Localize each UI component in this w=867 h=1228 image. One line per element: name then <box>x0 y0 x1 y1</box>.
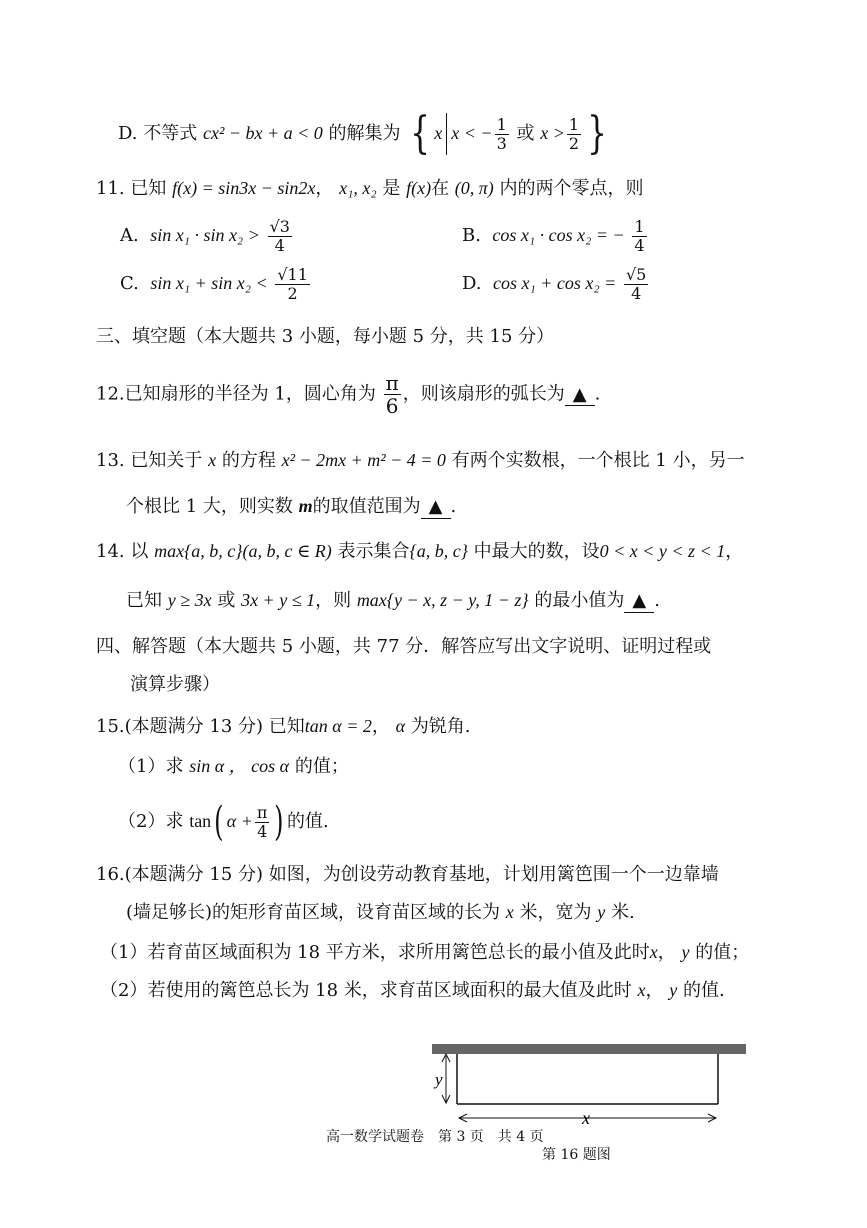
numerator: 1 <box>568 114 580 134</box>
text: 的值. <box>683 980 725 1001</box>
text: 已知 <box>126 590 162 611</box>
section-3-title: 三、填空题（本大题共 3 小题，每小题 5 分，共 15 分） <box>96 326 555 347</box>
numerator: √11 <box>277 265 308 284</box>
q15-part2 <box>118 799 329 845</box>
variable: m <box>298 496 313 516</box>
x-label: x <box>582 1108 590 1128</box>
text: 已知 <box>268 716 305 737</box>
text: ， <box>725 541 744 562</box>
text: 的值； <box>695 942 750 963</box>
set: {a, b, c} <box>409 541 468 561</box>
right-paren-icon: ) <box>274 799 284 845</box>
text: ，则该扇形的弧长为 <box>402 383 565 405</box>
y-label: y <box>435 1070 443 1089</box>
figure-caption: 第 16 题图 <box>542 1147 611 1163</box>
range: 0 < x < y < z < 1 <box>599 541 726 561</box>
question-number: 12. <box>96 383 125 405</box>
interval: (0, π) <box>454 178 494 198</box>
text: 或 <box>217 590 236 611</box>
fraction <box>275 266 310 302</box>
q16-line1 <box>96 864 719 886</box>
fraction <box>255 804 270 840</box>
denominator: 4 <box>634 235 645 255</box>
text: ， <box>657 942 676 963</box>
fraction <box>632 218 646 254</box>
blank-marker: ▲ <box>572 383 587 405</box>
text: . <box>594 383 601 405</box>
function: f(x) = sin3x − sin2x <box>172 178 316 198</box>
denominator: 3 <box>496 133 507 153</box>
q11-stem <box>96 178 644 200</box>
expression: α + <box>226 811 253 831</box>
inequality: cx² − bx + a < 0 <box>202 123 323 143</box>
option-expr: cos x₁ + cos x₂ = <box>492 273 617 294</box>
set-var: x <box>434 123 443 143</box>
q11-option-b <box>462 218 649 254</box>
option-label: D. <box>118 123 138 144</box>
question-number: 14. <box>96 541 125 562</box>
page-footer: 高一数学试题卷 第 3 页 共 4 页 <box>326 1129 544 1145</box>
inequality: 3x + y ≤ 1 <box>241 590 316 610</box>
q15-stem <box>96 716 471 738</box>
q11-option-d <box>462 266 650 302</box>
q11-option-c <box>120 266 312 302</box>
text: 已知关于 <box>130 450 203 471</box>
blank-marker: ▲ <box>428 496 443 517</box>
text: （2）若使用的篱笆总长为 18 米，求育苗区域面积的最大值及此时 <box>100 980 632 1001</box>
denominator: 6 <box>384 394 401 417</box>
variable: y <box>681 942 690 962</box>
left-brace-icon: { <box>410 108 431 159</box>
text: 为锐角. <box>410 716 471 737</box>
score: (本题满分 15 分) <box>124 864 264 885</box>
text: ， <box>645 980 664 1001</box>
denominator: 2 <box>287 283 298 303</box>
text: 不等式 <box>143 123 198 144</box>
condition: tan α = 2 <box>304 716 372 736</box>
q13-line2 <box>126 496 456 519</box>
denominator: 4 <box>257 821 268 841</box>
function: tan <box>189 811 212 831</box>
question-number: 15. <box>96 716 125 737</box>
fraction <box>268 218 292 254</box>
numerator: √5 <box>625 265 647 284</box>
question-number: 13. <box>96 450 125 471</box>
denominator: 4 <box>274 235 285 255</box>
text: 或 <box>516 123 535 144</box>
denominator: 2 <box>568 133 580 153</box>
text: 的最小值为 <box>534 590 625 611</box>
condition: (a, b, c ∈ R) <box>242 541 332 561</box>
equation: x² − 2mx + m² − 4 = 0 <box>281 450 446 470</box>
text: 中最大的数，设 <box>473 541 600 562</box>
left-paren-icon: ( <box>214 799 224 845</box>
numerator: 1 <box>496 114 507 134</box>
inequality: y ≥ 3x <box>167 590 212 610</box>
variable: α <box>395 716 406 736</box>
text: (墙足够长)的矩形育苗区域，设育苗区域的长为 <box>126 902 501 923</box>
text: 有两个实数根，一个根比 1 小，另一 <box>451 450 745 471</box>
section-4-title-cont: 演算步骤） <box>130 674 220 695</box>
numerator: π <box>256 802 268 822</box>
text: 的值； <box>294 756 349 777</box>
q13-line1 <box>96 450 745 472</box>
numerator: π <box>385 371 399 395</box>
question-number: 11. <box>96 178 125 199</box>
score: (本题满分 13 分) <box>124 716 264 737</box>
variable: x <box>649 942 658 962</box>
variable: y <box>597 902 606 922</box>
option-label: B. <box>462 225 481 247</box>
option-label: C. <box>120 273 139 295</box>
q14-line1 <box>96 541 743 563</box>
text: ，则 <box>315 590 352 611</box>
condition: x > <box>540 123 565 143</box>
part-label: （1）求 <box>118 756 184 777</box>
text: 已知扇形的半径为 1，圆心角为 <box>124 383 376 405</box>
section-4-title: 四、解答题（本大题共 5 小题，共 77 分．解答应写出文字说明、证明过程或 <box>96 636 712 657</box>
text: 的取值范围为 <box>312 496 421 517</box>
text: 的解集为 <box>328 123 401 144</box>
text: 米，宽为 <box>519 902 592 923</box>
numerator: 1 <box>634 217 645 236</box>
numerator: √3 <box>269 217 290 236</box>
text: （1）若育苗区域面积为 18 平方米，求所用篱笆总长的最小值及此时 <box>100 942 650 963</box>
variable: y <box>669 980 678 1000</box>
text: . <box>654 590 660 611</box>
max-expr: max{y − x, z − y, 1 − z} <box>356 590 529 610</box>
right-brace-icon: } <box>587 108 607 159</box>
fraction <box>624 266 648 302</box>
variable: x <box>208 450 217 470</box>
option-expr: sin x₁ + sin x₂ < <box>150 273 268 294</box>
q10-option-d <box>118 108 611 159</box>
text: 米. <box>610 902 635 923</box>
fraction <box>384 372 401 417</box>
option-label: A. <box>120 225 139 247</box>
text: 内的两个零点，则 <box>499 178 644 199</box>
q16-line2 <box>126 902 635 924</box>
variable: x <box>637 980 646 1000</box>
q14-line2 <box>126 590 660 613</box>
fraction <box>567 116 581 152</box>
answer-blank <box>624 590 654 613</box>
max-expr: max{a, b, c} <box>154 541 243 561</box>
variables: x₁, x₂ <box>339 178 377 198</box>
text: 个根比 1 大，则实数 <box>126 496 293 517</box>
part-label: （2）求 <box>118 811 184 832</box>
fraction <box>495 116 509 152</box>
text: 在 <box>431 178 450 199</box>
text: 是 <box>382 178 401 199</box>
q16-part1 <box>100 942 749 964</box>
expression: sin α ， cos α <box>189 756 290 776</box>
answer-blank <box>565 384 595 407</box>
q11-option-a <box>120 218 294 254</box>
option-expr: sin x₁ · sin x₂ > <box>150 225 260 246</box>
denominator: 4 <box>631 283 642 303</box>
option-label: D. <box>462 273 482 295</box>
text: ， <box>371 716 390 737</box>
answer-blank <box>421 496 451 519</box>
wall <box>432 1044 746 1054</box>
set-divider <box>446 113 447 155</box>
q16-part2 <box>100 980 725 1002</box>
q15-part1 <box>118 756 349 778</box>
option-expr: cos x₁ · cos x₂ = − <box>492 225 625 246</box>
text: 的方程 <box>221 450 276 471</box>
text: 已知 <box>130 178 167 199</box>
question-number: 16. <box>96 864 125 885</box>
condition: x < − <box>451 123 493 143</box>
q12 <box>96 372 600 417</box>
text: 的值. <box>287 811 329 832</box>
text: ， <box>315 178 334 199</box>
variable: x <box>505 902 514 922</box>
text: 以 <box>130 541 149 562</box>
text: 表示集合 <box>337 541 410 562</box>
blank-marker: ▲ <box>632 590 647 611</box>
text: 如图，为创设劳动教育基地，计划用篱笆围一个一边靠墙 <box>268 864 719 885</box>
function: f(x) <box>406 178 432 198</box>
text: . <box>450 496 457 517</box>
